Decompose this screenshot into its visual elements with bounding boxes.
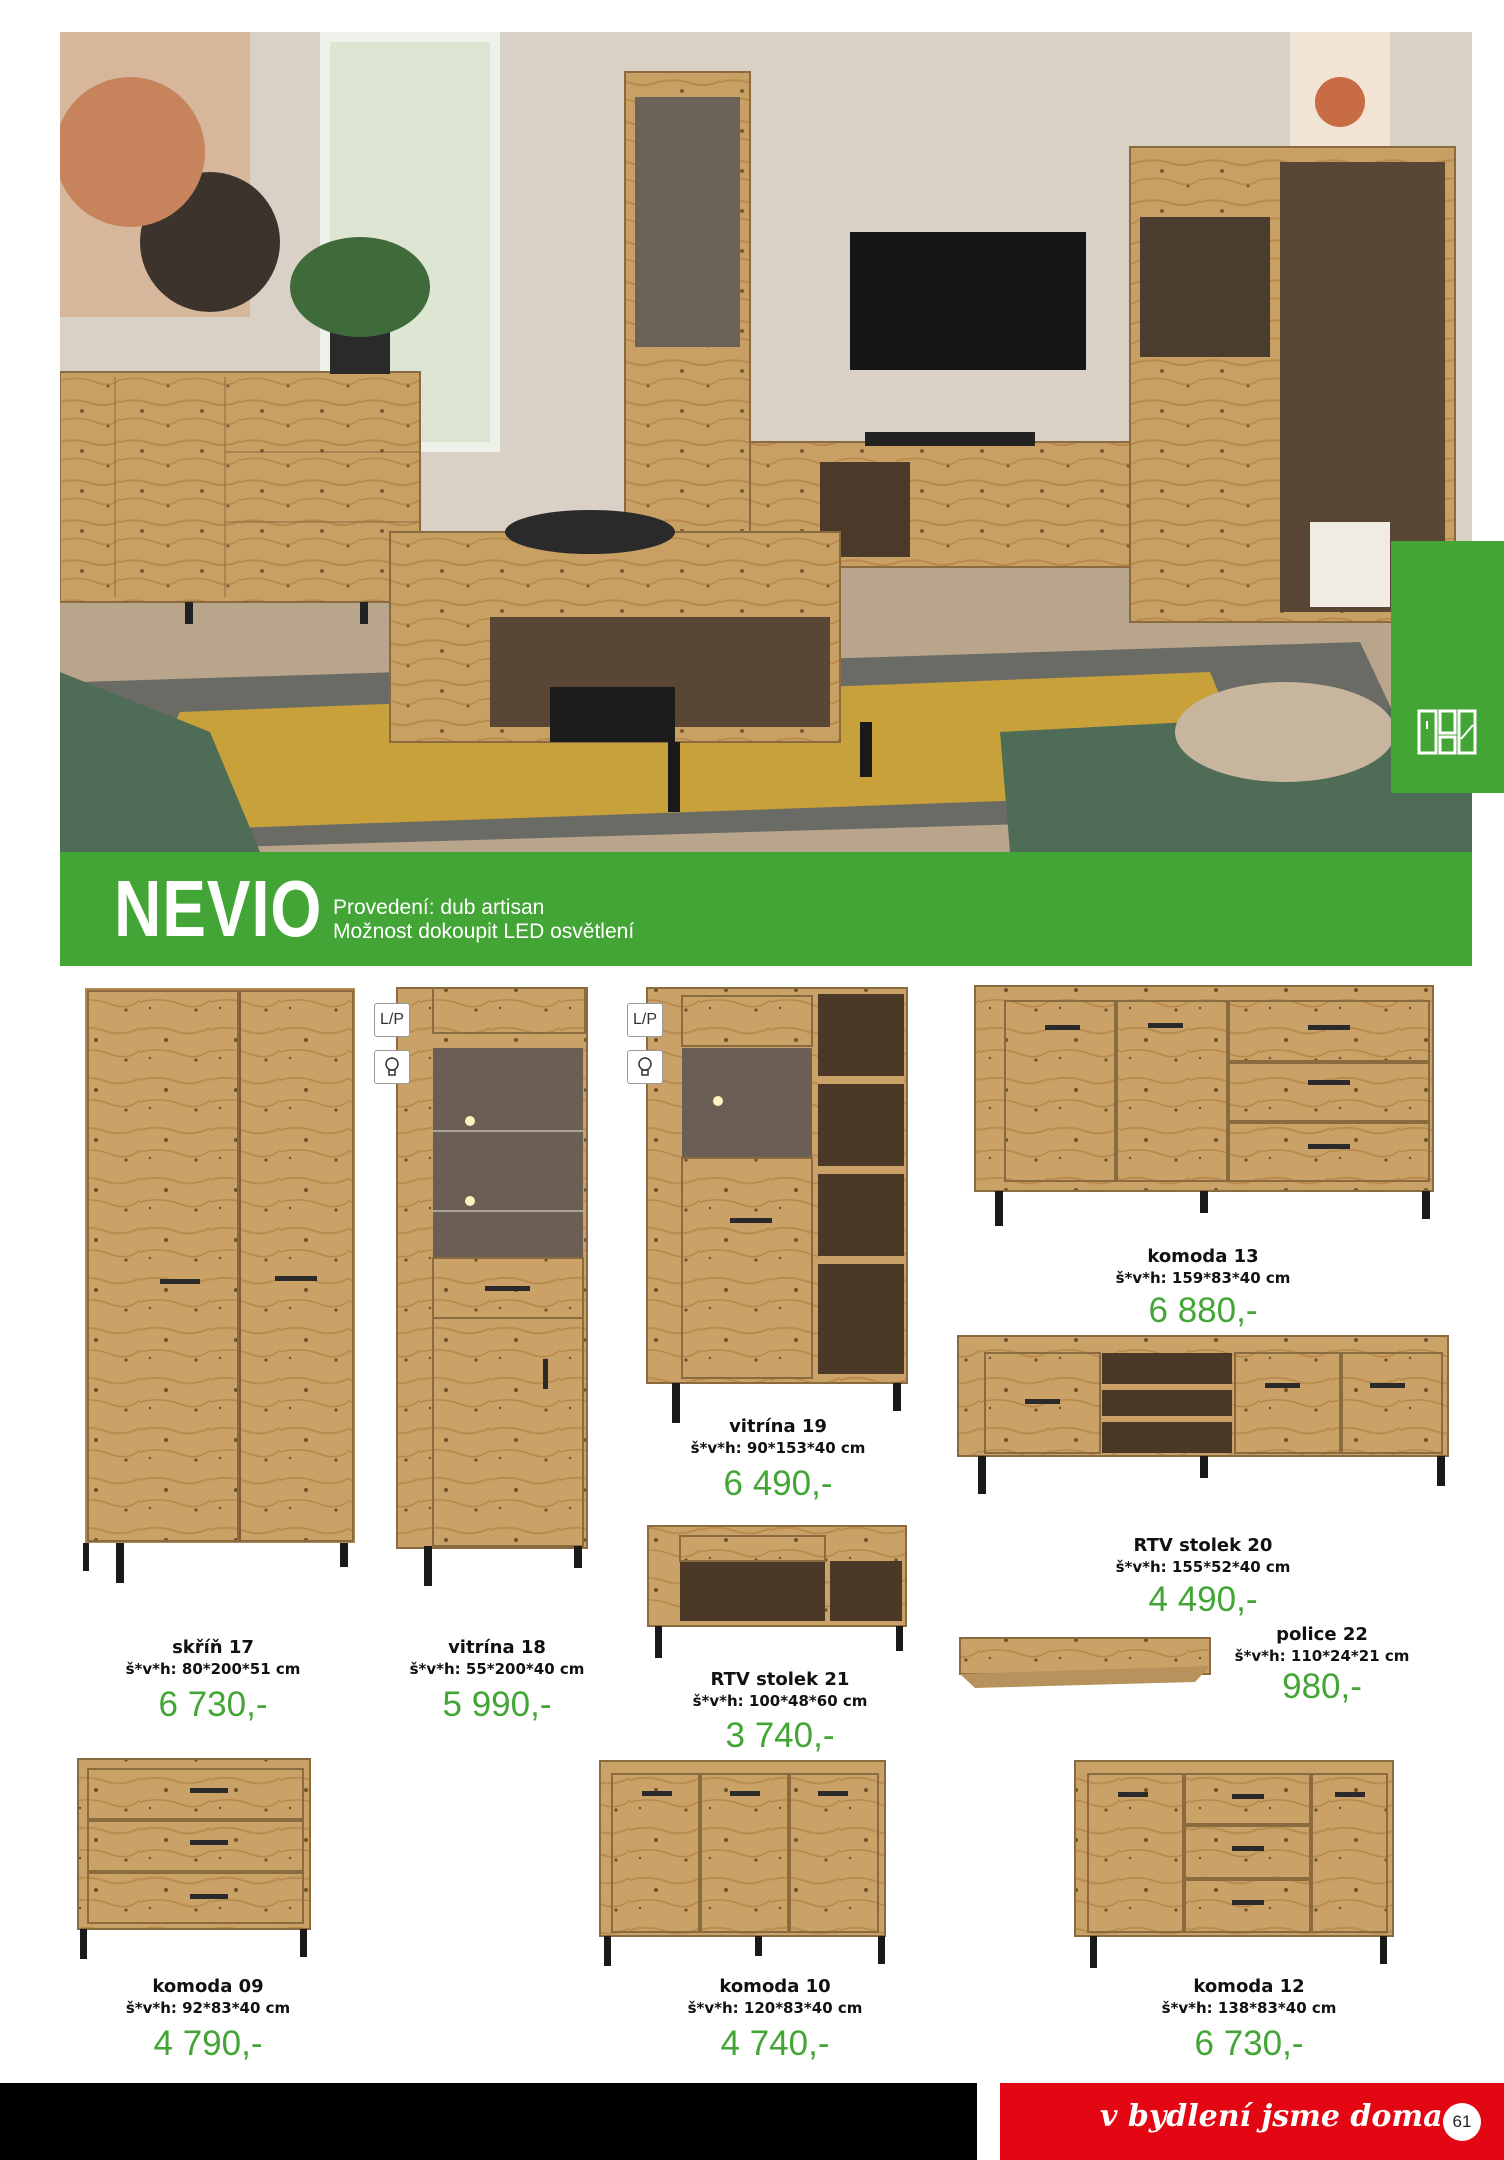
police-22-image	[960, 1638, 1210, 1688]
komoda-12-image	[1075, 1761, 1393, 1968]
komoda-13-image	[975, 986, 1433, 1226]
product-dimensions: š*v*h: 138*83*40 cm	[1161, 1999, 1337, 2017]
slogan: v bydlení jsme doma	[1100, 2099, 1443, 2134]
product-dimensions: š*v*h: 100*48*60 cm	[692, 1692, 868, 1710]
rtv-stolek-21-image	[648, 1526, 906, 1658]
product-name: komoda 09	[152, 1976, 264, 1997]
page-number: 61	[1443, 2103, 1481, 2141]
vitrina-19-image	[647, 988, 907, 1423]
hero-room-photo	[60, 32, 1472, 852]
product-illustrations	[0, 966, 1504, 2083]
product-price: 5 990,-	[442, 1685, 552, 1724]
product-name: skříň 17	[172, 1637, 254, 1658]
product-name: police 22	[1276, 1624, 1368, 1645]
footer-slogan-bar	[1000, 2083, 1504, 2160]
furniture-icon	[1417, 709, 1477, 755]
product-dimensions: š*v*h: 92*83*40 cm	[125, 1999, 291, 2017]
product-price: 6 730,-	[158, 1685, 268, 1724]
product-price: 4 740,-	[720, 2024, 830, 2063]
product-dimensions: š*v*h: 120*83*40 cm	[687, 1999, 863, 2017]
product-name: komoda 12	[1193, 1976, 1305, 1997]
product-name: vitrína 18	[448, 1637, 546, 1658]
rtv-stolek-20-image	[958, 1336, 1448, 1494]
series-banner	[60, 852, 1472, 966]
product-dimensions: š*v*h: 155*52*40 cm	[1115, 1558, 1291, 1576]
product-name: komoda 13	[1147, 1246, 1259, 1267]
finish-description: Provedení: dub artisan	[333, 896, 545, 919]
product-price: 4 490,-	[1148, 1580, 1258, 1619]
hinge-badge: L/P	[374, 1003, 410, 1037]
product-price: 3 740,-	[725, 1716, 835, 1755]
product-name: RTV stolek 21	[710, 1669, 850, 1690]
product-price: 4 790,-	[153, 2024, 263, 2063]
product-price: 980,-	[1282, 1667, 1362, 1706]
komoda-10-image	[600, 1761, 885, 1966]
series-title: NEVIO	[114, 864, 323, 953]
product-dimensions: š*v*h: 90*153*40 cm	[690, 1439, 866, 1457]
lightbulb-icon	[374, 1050, 410, 1084]
product-name: komoda 10	[719, 1976, 831, 1997]
hinge-badge: L/P	[627, 1003, 663, 1037]
product-price: 6 730,-	[1194, 2024, 1304, 2063]
category-side-tab[interactable]	[1391, 541, 1504, 793]
vitrina-18-image	[397, 988, 587, 1586]
product-name: RTV stolek 20	[1133, 1535, 1273, 1556]
skrin-17-image	[83, 988, 355, 1583]
komoda-09-image	[78, 1759, 310, 1959]
footer-bar	[0, 2083, 977, 2160]
led-option-note: Možnost dokoupit LED osvětlení	[333, 920, 635, 943]
product-name: vitrína 19	[729, 1416, 827, 1437]
lightbulb-icon	[627, 1050, 663, 1084]
product-dimensions: š*v*h: 55*200*40 cm	[409, 1660, 585, 1678]
product-dimensions: š*v*h: 110*24*21 cm	[1234, 1647, 1410, 1665]
product-dimensions: š*v*h: 159*83*40 cm	[1115, 1269, 1291, 1287]
product-dimensions: š*v*h: 80*200*51 cm	[125, 1660, 301, 1678]
product-price: 6 490,-	[723, 1464, 833, 1503]
product-price: 6 880,-	[1148, 1291, 1258, 1330]
